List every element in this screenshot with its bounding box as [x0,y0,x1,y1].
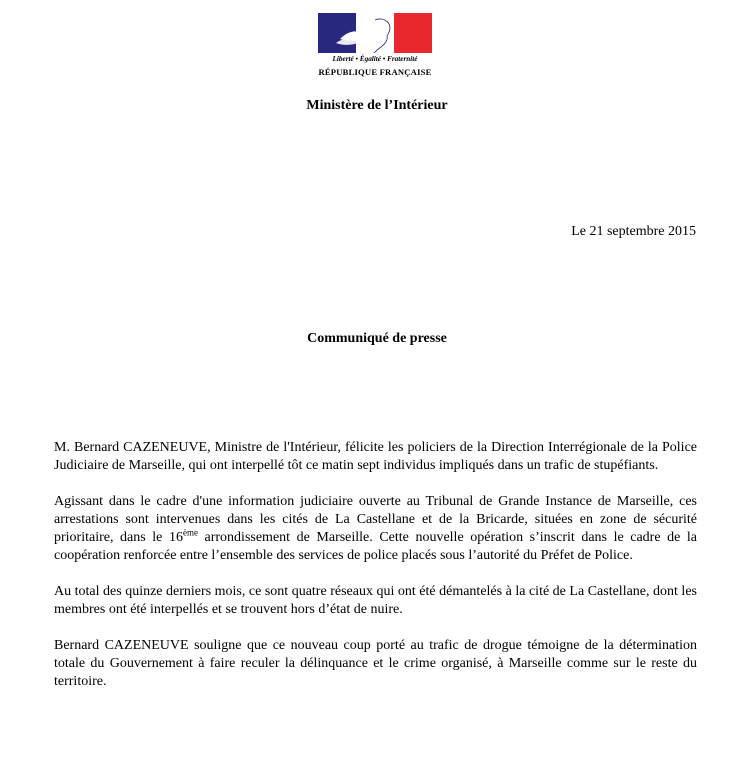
paragraph-3: Au total des quinze derniers mois, ce sont quatre réseaux qui ont été démantelés à la cité de La Castellane, dont les membres ont été interpellés et se trouvent hors d’état de nuire. [54,584,697,617]
document-date: Le 21 septembre 2015 [571,224,696,239]
paragraph-1: M. Bernard CAZENEUVE, Ministre de l'Intérieur, félicite les policiers de la Direction Interrégionale de la Police Judiciaire de Marseille, qui ont interpellé tôt ce matin sept individus impliqués dans un trafic de stupéfiants. [54,440,697,473]
republic-motto: Liberté • Égalité • Fraternité [332,55,418,63]
document-body [54,439,697,709]
ordinal-suffix: ème [182,527,198,538]
document-title: Communiqué de presse [307,331,447,346]
paragraph-2 [54,493,697,565]
republique-francaise-logo [318,13,432,83]
paragraph-4: Bernard CAZENEUVE souligne que ce nouveau coup porté au trafic de drogue témoigne de la détermination totale du Gouvernement à faire reculer la délinquance et le crime organisé, à Marseille comme sur le reste du territoire. [54,638,697,689]
paragraph-2-part-1: Agissant dans le cadre d'une information judiciaire ouverte au Tribunal de Grande Instance de Marseille, ces arrestations sont intervenues dans les cités de La Castellane et de la Bricarde, situées en zone de sécurité prioritaire, dans le 16 [54,494,697,545]
paragraph-2-part-2: arrondissement de Marseille. Cette nouvelle opération s’inscrit dans le cadre de la coopération renforcée entre l’ensemble des services de police placés sous l’autorité du Préfet de Police. [54,530,697,563]
marianne-flag-icon [318,13,432,53]
republic-name: RÉPUBLIQUE FRANÇAISE [318,67,432,77]
ministry-name: Ministère de l’Intérieur [306,98,448,113]
